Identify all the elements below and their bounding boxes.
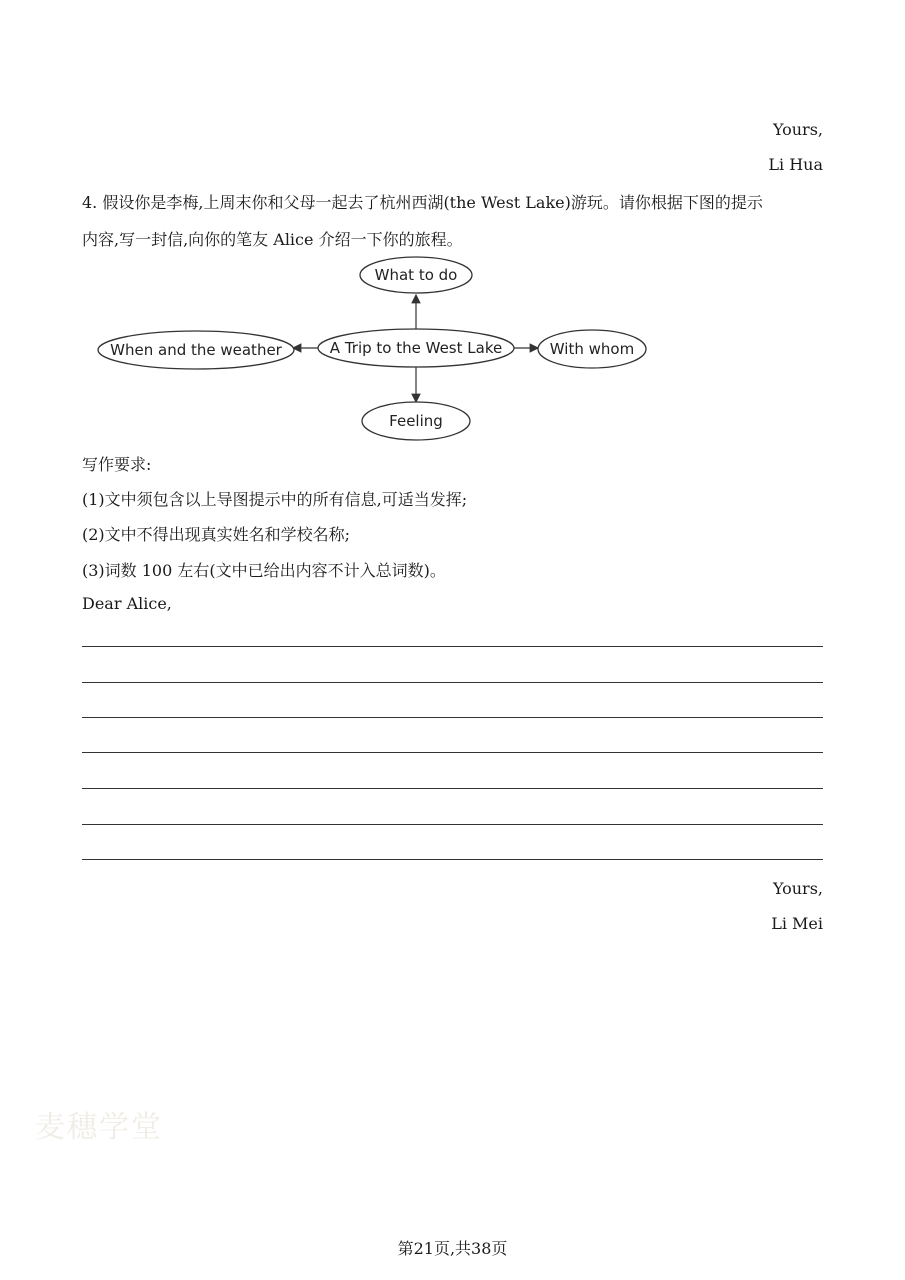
question-line-2: 内容,写一封信,向你的笔友 Alice 介绍一下你的旅程。 [82, 230, 463, 249]
mind-map-node-top-label: What to do [374, 266, 458, 284]
prev-letter-signature: Li Hua [768, 155, 823, 174]
mind-map-node-left-label: When and the weather [110, 341, 282, 359]
requirements-heading: 写作要求: [82, 455, 152, 474]
mind-map-diagram [0, 250, 905, 445]
mind-map-node-bottom-label: Feeling [389, 412, 443, 430]
writing-line [82, 717, 823, 718]
mind-map-node-left [98, 331, 294, 369]
writing-line [82, 824, 823, 825]
requirement-item: (2)文中不得出现真实姓名和学校名称; [82, 525, 351, 544]
mind-map-node-center-label: A Trip to the West Lake [329, 339, 503, 357]
requirement-item: (3)词数 100 左右(文中已给出内容不计入总词数)。 [82, 561, 446, 580]
writing-line [82, 788, 823, 789]
writing-line [82, 859, 823, 860]
requirement-item: (1)文中须包含以上导图提示中的所有信息,可适当发挥; [82, 490, 468, 509]
mind-map-node-top [360, 257, 472, 293]
letter-greeting: Dear Alice, [82, 594, 172, 613]
watermark: 麦穗学堂 [35, 1110, 163, 1145]
mind-map-node-right [538, 330, 646, 368]
letter-signature: Li Mei [771, 914, 823, 933]
prev-letter-closing: Yours, [772, 120, 823, 139]
question-line-1: 4. 假设你是李梅,上周末你和父母一起去了杭州西湖(the West Lake)游玩。请你根据下图的提示 [82, 193, 763, 212]
writing-line [82, 682, 823, 683]
mind-map-node-bottom [362, 402, 470, 440]
page-number: 第21页,共38页 [397, 1239, 508, 1258]
letter-closing: Yours, [772, 879, 823, 898]
writing-line [82, 752, 823, 753]
writing-line [82, 646, 823, 647]
mind-map-node-center [318, 329, 514, 367]
mind-map-node-right-label: With whom [549, 340, 635, 358]
